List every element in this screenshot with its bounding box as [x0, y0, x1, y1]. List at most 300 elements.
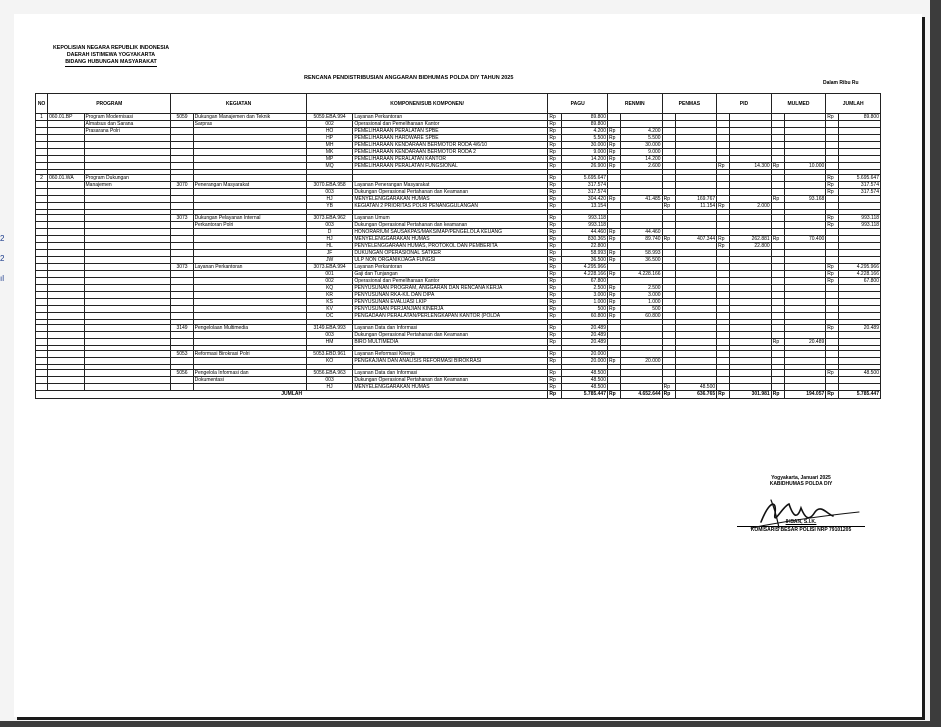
- pagu-currency: Rp: [548, 175, 561, 182]
- total-jumlah: 5.785.447: [839, 391, 881, 399]
- kegiatan-name: [193, 250, 306, 257]
- pagu-value: 20.000: [561, 351, 608, 358]
- penmas-currency: [662, 325, 675, 332]
- row-no: [36, 203, 48, 210]
- mulmed-currency: [771, 175, 784, 182]
- jumlah-currency: [826, 156, 839, 163]
- komponen-name: PENYELENGGARAAN HUMAS, PROTOKOL DAN PEMBERITA: [353, 243, 548, 250]
- table-row: [36, 156, 881, 163]
- program-code: [48, 121, 84, 128]
- komponen-name: Layanan Umum: [353, 215, 548, 222]
- renmin-value: [621, 325, 662, 332]
- mulmed-value: [784, 243, 825, 250]
- renmin-currency: [608, 114, 621, 121]
- kegiatan-code: [171, 299, 193, 306]
- pid-value: [730, 257, 771, 264]
- left-edge-fragment: 2: [0, 254, 5, 263]
- jumlah-value: 4.295.966: [839, 264, 881, 271]
- row-no: [36, 215, 48, 222]
- budget-table: [35, 93, 881, 399]
- renmin-value: 89.740: [621, 236, 662, 243]
- row-no: [36, 285, 48, 292]
- penmas-currency: [662, 358, 675, 365]
- pid-value: [730, 332, 771, 339]
- kegiatan-code: [171, 189, 193, 196]
- program-name: Prasarana Polri: [84, 128, 171, 135]
- komponen-code: MP: [306, 156, 352, 163]
- pagu-value: 48.500: [561, 384, 608, 391]
- jumlah-value: 317.574: [839, 189, 881, 196]
- penmas-value: [675, 156, 716, 163]
- renmin-currency: [608, 243, 621, 250]
- jumlah-value: [839, 142, 881, 149]
- pagu-value: 317.574: [561, 182, 608, 189]
- pid-currency: [717, 189, 730, 196]
- pid-currency: [717, 175, 730, 182]
- mulmed-value: [784, 306, 825, 313]
- kegiatan-name: [193, 332, 306, 339]
- renmin-currency: [608, 325, 621, 332]
- penmas-value: [675, 278, 716, 285]
- kegiatan-name: [193, 313, 306, 320]
- pid-value: [730, 384, 771, 391]
- pagu-value: 5.695.647: [561, 175, 608, 182]
- komponen-code: 3149.EBA.993: [306, 325, 352, 332]
- mulmed-value: [784, 215, 825, 222]
- penmas-value: [675, 370, 716, 377]
- komponen-name: ULP NON ORGANIK/JAGA FUNGSI: [353, 257, 548, 264]
- row-no: [36, 250, 48, 257]
- table-row: [36, 250, 881, 257]
- komponen-name: MENYELENGGARAKAN HUMAS: [353, 196, 548, 203]
- pagu-currency: Rp: [548, 250, 561, 257]
- jumlah-value: [839, 229, 881, 236]
- program-name: [84, 156, 171, 163]
- total-pid: 301.981: [730, 391, 771, 399]
- table-row: [36, 351, 881, 358]
- mulmed-value: [784, 135, 825, 142]
- program-code: [48, 285, 84, 292]
- renmin-value: [621, 114, 662, 121]
- penmas-value: [675, 285, 716, 292]
- penmas-value: [675, 351, 716, 358]
- table-row: [36, 203, 881, 210]
- renmin-value: [621, 189, 662, 196]
- pagu-currency: Rp: [548, 358, 561, 365]
- mulmed-value: [784, 351, 825, 358]
- kegiatan-name: [193, 196, 306, 203]
- table-row: [36, 121, 881, 128]
- pid-currency: [717, 128, 730, 135]
- mulmed-value: [784, 278, 825, 285]
- komponen-code: 3073.EBA.962: [306, 215, 352, 222]
- penmas-value: [675, 332, 716, 339]
- penmas-value: [675, 163, 716, 170]
- komponen-name: MENYELENGGARAKAN HUMAS: [353, 384, 548, 391]
- col-header-no: NO: [36, 94, 48, 114]
- pagu-value: 500: [561, 306, 608, 313]
- table-row: [36, 175, 881, 182]
- col-header-penmas: PENMAS: [662, 94, 717, 114]
- program-code: [48, 370, 84, 377]
- jumlah-value: [839, 156, 881, 163]
- jumlah-currency: Rp: [826, 222, 839, 229]
- col-header-renmin: RENMIN: [608, 94, 663, 114]
- jumlah-value: [839, 306, 881, 313]
- table-row: [36, 278, 881, 285]
- renmin-value: [621, 121, 662, 128]
- pid-currency: [717, 377, 730, 384]
- pid-value: [730, 250, 771, 257]
- kegiatan-code: 3073: [171, 264, 193, 271]
- mulmed-currency: [771, 142, 784, 149]
- penmas-value: [675, 215, 716, 222]
- pagu-currency: Rp: [548, 149, 561, 156]
- komponen-code: 002: [306, 121, 352, 128]
- pagu-currency: Rp: [548, 236, 561, 243]
- renmin-value: 44.460: [621, 229, 662, 236]
- pid-value: [730, 196, 771, 203]
- penmas-currency: [662, 250, 675, 257]
- pagu-currency: Rp: [548, 292, 561, 299]
- kegiatan-name: [193, 203, 306, 210]
- row-no: [36, 332, 48, 339]
- renmin-currency: [608, 203, 621, 210]
- program-code: [48, 377, 84, 384]
- jumlah-value: [839, 377, 881, 384]
- mulmed-value: [784, 271, 825, 278]
- komponen-code: JW: [306, 257, 352, 264]
- kegiatan-code: [171, 243, 193, 250]
- table-row: [36, 189, 881, 196]
- pagu-value: 58.993: [561, 250, 608, 257]
- pid-value: [730, 325, 771, 332]
- renmin-currency: [608, 339, 621, 346]
- jumlah-value: [839, 257, 881, 264]
- mulmed-currency: [771, 250, 784, 257]
- pagu-currency: Rp: [548, 142, 561, 149]
- renmin-value: 2.500: [621, 285, 662, 292]
- row-no: [36, 257, 48, 264]
- penmas-currency: [662, 114, 675, 121]
- pagu-value: 20.489: [561, 325, 608, 332]
- mulmed-currency: Rp: [771, 196, 784, 203]
- renmin-value: 9.000: [621, 149, 662, 156]
- renmin-currency: Rp: [608, 163, 621, 170]
- penmas-currency: Rp: [662, 384, 675, 391]
- mulmed-value: [784, 313, 825, 320]
- renmin-currency: [608, 121, 621, 128]
- mulmed-value: [784, 370, 825, 377]
- kegiatan-name: [193, 149, 306, 156]
- kegiatan-name: [193, 229, 306, 236]
- pid-value: [730, 135, 771, 142]
- kegiatan-name: Penerangan Masyarakat: [193, 182, 306, 189]
- program-code: [48, 278, 84, 285]
- komponen-name: Operasional dan Pemeliharaan Kantor: [353, 278, 548, 285]
- mulmed-value: [784, 250, 825, 257]
- penmas-currency: [662, 271, 675, 278]
- program-name: [84, 257, 171, 264]
- penmas-value: [675, 264, 716, 271]
- col-header-mulmed: MULMED: [771, 94, 826, 114]
- jumlah-value: 317.574: [839, 182, 881, 189]
- mulmed-value: [784, 121, 825, 128]
- penmas-value: [675, 325, 716, 332]
- jumlah-currency: Rp: [826, 278, 839, 285]
- pid-currency: [717, 264, 730, 271]
- program-name: [84, 299, 171, 306]
- table-row: [36, 271, 881, 278]
- komponen-name: Layanan Penerangan Masyarakat: [353, 182, 548, 189]
- table-row: [36, 377, 881, 384]
- row-no: [36, 370, 48, 377]
- pid-currency: [717, 215, 730, 222]
- program-name: [84, 325, 171, 332]
- pagu-value: 830.365: [561, 236, 608, 243]
- program-code: [48, 271, 84, 278]
- kegiatan-name: [193, 292, 306, 299]
- pagu-value: 20.000: [561, 358, 608, 365]
- org-line-1: KEPOLISIAN NEGARA REPUBLIK INDONESIA: [52, 45, 170, 51]
- renmin-value: [621, 384, 662, 391]
- komponen-name: Gaji dan Tunjangan: [353, 271, 548, 278]
- pid-currency: [717, 257, 730, 264]
- mulmed-currency: [771, 243, 784, 250]
- komponen-code: 3073.EBA.994: [306, 264, 352, 271]
- renmin-value: [621, 278, 662, 285]
- program-name: [84, 215, 171, 222]
- jumlah-currency: [826, 243, 839, 250]
- program-code: [48, 299, 84, 306]
- komponen-name: PEMELIHARAAN HARDWARE SPBE: [353, 135, 548, 142]
- mulmed-currency: [771, 292, 784, 299]
- row-no: 2: [36, 175, 48, 182]
- kegiatan-code: [171, 285, 193, 292]
- mulmed-value: [784, 222, 825, 229]
- renmin-value: [621, 332, 662, 339]
- renmin-value: 30.000: [621, 142, 662, 149]
- program-name: [84, 229, 171, 236]
- mulmed-value: [784, 182, 825, 189]
- pagu-value: 30.000: [561, 142, 608, 149]
- mulmed-currency: Rp: [771, 339, 784, 346]
- mulmed-value: [784, 285, 825, 292]
- mulmed-currency: [771, 325, 784, 332]
- table-row: [36, 215, 881, 222]
- pagu-currency: Rp: [548, 299, 561, 306]
- komponen-code: 003: [306, 222, 352, 229]
- table-row: [36, 196, 881, 203]
- program-name: [84, 250, 171, 257]
- penmas-currency: [662, 339, 675, 346]
- jumlah-currency: Rp: [826, 370, 839, 377]
- renmin-value: [621, 175, 662, 182]
- penmas-value: [675, 292, 716, 299]
- komponen-code: 5056.EBA.963: [306, 370, 352, 377]
- mulmed-value: [784, 299, 825, 306]
- jumlah-currency: [826, 313, 839, 320]
- mulmed-currency: [771, 203, 784, 210]
- pagu-currency: Rp: [548, 278, 561, 285]
- row-no: [36, 196, 48, 203]
- program-name: [84, 332, 171, 339]
- program-code: [48, 306, 84, 313]
- program-name: [84, 339, 171, 346]
- komponen-name: Layanan Data dan Informasi: [353, 325, 548, 332]
- org-line-2: DAERAH ISTIMEWA YOGYAKARTA: [66, 52, 156, 58]
- renmin-value: 3.000: [621, 292, 662, 299]
- total-mulmed: 194.057: [784, 391, 825, 399]
- pid-value: 2.000: [730, 203, 771, 210]
- penmas-value: 48.500: [675, 384, 716, 391]
- total-renmin: 4.652.644: [621, 391, 662, 399]
- mulmed-currency: [771, 370, 784, 377]
- komponen-code: KS: [306, 299, 352, 306]
- komponen-name: PENYUSUNAN RKA-K/L DAN DIPA: [353, 292, 548, 299]
- renmin-currency: Rp: [608, 271, 621, 278]
- pagu-value: 13.154: [561, 203, 608, 210]
- jumlah-value: [839, 358, 881, 365]
- kegiatan-name: Pengelola Informasi dan: [193, 370, 306, 377]
- row-no: [36, 135, 48, 142]
- kegiatan-name: [193, 163, 306, 170]
- program-name: Manajemen: [84, 182, 171, 189]
- jumlah-value: [839, 384, 881, 391]
- penmas-currency: [662, 377, 675, 384]
- komponen-name: Dukungan Operasional Pertahanan dan Keamanan: [353, 377, 548, 384]
- mulmed-value: [784, 128, 825, 135]
- penmas-currency: [662, 121, 675, 128]
- renmin-currency: Rp: [608, 299, 621, 306]
- signature-place-date: Yogyakarta, Januari 2025: [771, 475, 831, 481]
- kegiatan-name: [193, 175, 306, 182]
- mulmed-currency: [771, 285, 784, 292]
- jumlah-value: [839, 299, 881, 306]
- pid-value: [730, 299, 771, 306]
- table-row: [36, 339, 881, 346]
- pagu-currency: Rp: [548, 264, 561, 271]
- penmas-value: 11.154: [675, 203, 716, 210]
- pagu-currency: Rp: [548, 203, 561, 210]
- komponen-code: 003: [306, 377, 352, 384]
- penmas-value: [675, 271, 716, 278]
- renmin-value: 500: [621, 306, 662, 313]
- mulmed-value: [784, 384, 825, 391]
- table-row: [36, 135, 881, 142]
- mulmed-value: [784, 114, 825, 121]
- jumlah-value: 993.118: [839, 222, 881, 229]
- row-no: [36, 243, 48, 250]
- row-no: [36, 351, 48, 358]
- pid-value: [730, 370, 771, 377]
- program-code: [48, 215, 84, 222]
- pagu-value: 67.800: [561, 278, 608, 285]
- program-name: [84, 243, 171, 250]
- program-name: [84, 285, 171, 292]
- komponen-name: PEMELIHARAAN PERALATAN SPBE: [353, 128, 548, 135]
- renmin-currency: Rp: [608, 142, 621, 149]
- kegiatan-name: Dukungan Manajemen dan Teknik: [193, 114, 306, 121]
- komponen-code: OC: [306, 313, 352, 320]
- jumlah-value: 20.489: [839, 325, 881, 332]
- program-name: [84, 313, 171, 320]
- program-code: [48, 339, 84, 346]
- renmin-value: [621, 243, 662, 250]
- pagu-currency: Rp: [548, 156, 561, 163]
- pagu-value: 89.800: [561, 121, 608, 128]
- pid-value: 22.800: [730, 243, 771, 250]
- pagu-currency: Rp: [548, 196, 561, 203]
- pid-currency: [717, 121, 730, 128]
- komponen-code: HJ: [306, 236, 352, 243]
- table-row: [36, 285, 881, 292]
- kegiatan-name: [193, 306, 306, 313]
- row-no: [36, 121, 48, 128]
- mulmed-value: 20.489: [784, 339, 825, 346]
- penmas-currency: [662, 292, 675, 299]
- mulmed-value: [784, 149, 825, 156]
- pagu-currency: Rp: [548, 257, 561, 264]
- penmas-currency: [662, 222, 675, 229]
- pid-value: [730, 351, 771, 358]
- pagu-value: 48.500: [561, 370, 608, 377]
- jumlah-value: [839, 243, 881, 250]
- pid-currency: [717, 384, 730, 391]
- renmin-value: 41.485: [621, 196, 662, 203]
- kegiatan-code: 5059: [171, 114, 193, 121]
- jumlah-currency: [826, 196, 839, 203]
- pid-value: [730, 358, 771, 365]
- penmas-value: [675, 149, 716, 156]
- jumlah-value: [839, 351, 881, 358]
- komponen-code: 5053.EBD.961: [306, 351, 352, 358]
- renmin-value: 20.000: [621, 358, 662, 365]
- row-no: [36, 377, 48, 384]
- komponen-code: [306, 175, 352, 182]
- penmas-value: 407.344: [675, 236, 716, 243]
- pid-value: [730, 149, 771, 156]
- row-no: [36, 325, 48, 332]
- mulmed-currency: [771, 264, 784, 271]
- komponen-code: 001: [306, 271, 352, 278]
- mulmed-currency: [771, 149, 784, 156]
- jumlah-currency: [826, 292, 839, 299]
- row-no: [36, 339, 48, 346]
- komponen-code: MH: [306, 142, 352, 149]
- program-name: [84, 271, 171, 278]
- jumlah-value: [839, 128, 881, 135]
- penmas-currency: [662, 264, 675, 271]
- renmin-value: [621, 215, 662, 222]
- renmin-value: [621, 203, 662, 210]
- renmin-value: [621, 264, 662, 271]
- renmin-value: 4.228.166: [621, 271, 662, 278]
- renmin-value: 58.993: [621, 250, 662, 257]
- pid-currency: [717, 325, 730, 332]
- renmin-value: 4.200: [621, 128, 662, 135]
- total-pagu-rp: Rp: [548, 391, 561, 399]
- program-name: [84, 370, 171, 377]
- jumlah-value: [839, 250, 881, 257]
- program-name: [84, 149, 171, 156]
- kegiatan-code: [171, 236, 193, 243]
- program-code: [48, 142, 84, 149]
- komponen-code: KQ: [306, 285, 352, 292]
- table-row: [36, 182, 881, 189]
- pagu-currency: Rp: [548, 189, 561, 196]
- kegiatan-code: [171, 377, 193, 384]
